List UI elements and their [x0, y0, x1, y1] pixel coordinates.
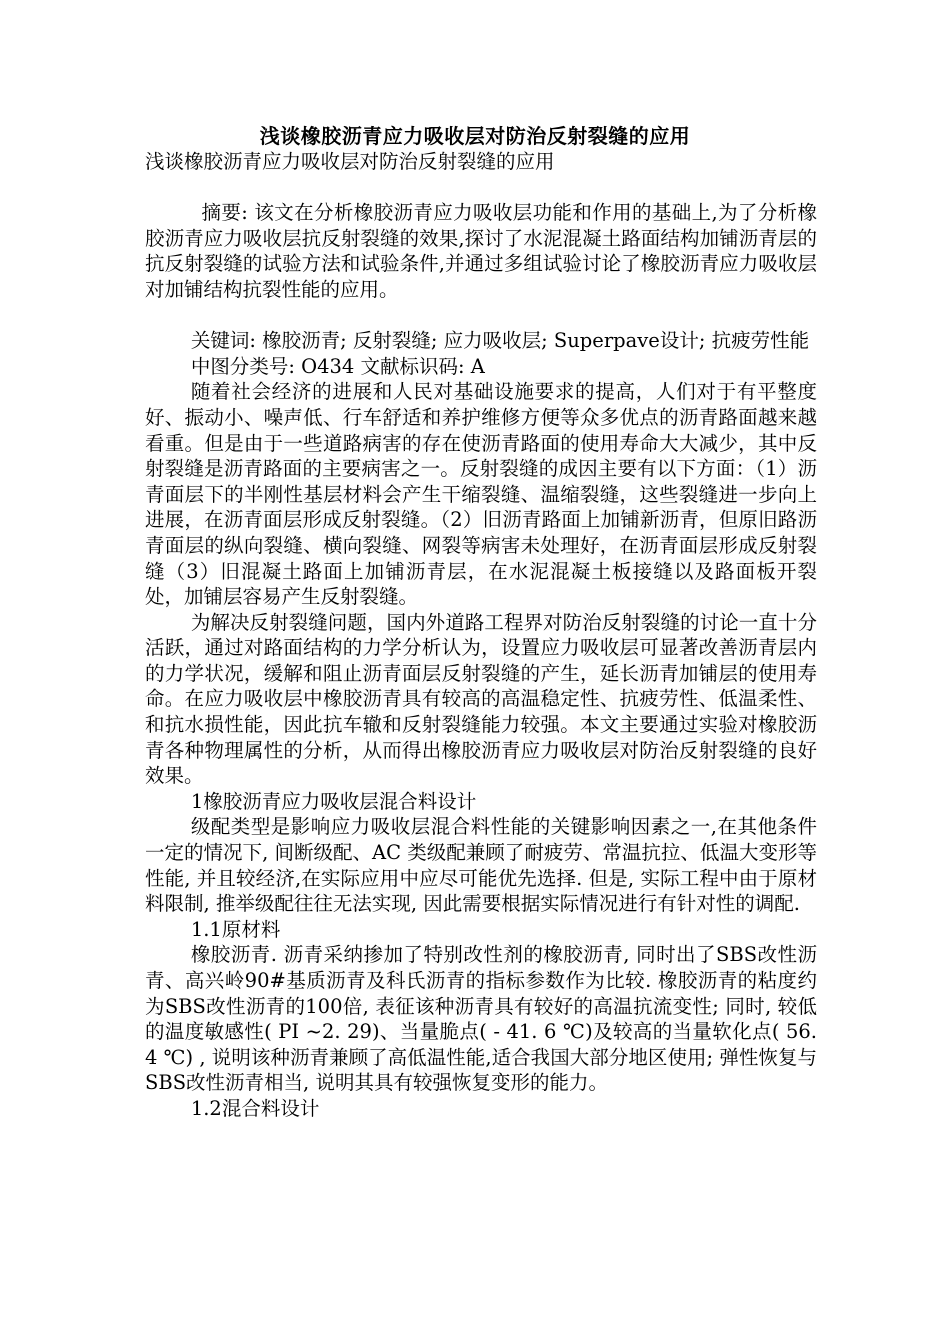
body-paragraph: 为解决反射裂缝问题，国内外道路工程界对防治反射裂缝的讨论一直十分活跃，通过对路面结构的力学分析认为，设置应力吸收层可显著改善沥青层内的力学状况，缓解和阻止沥青面层反射裂缝的产生，延长沥青加铺层的使用寿命。在应力吸收层中橡胶沥青具有较高的高温稳定性、抗疲劳性、低温柔性、和抗水损性能，因此抗车辙和反射裂缝能力较强。本文主要通过实验对橡胶沥青各种物理属性的分析，从而得出橡胶沥青应力吸收层对防治反射裂缝的良好效果。: [145, 610, 817, 788]
classification-line: 中图分类号: O434 文献标识码: A: [190, 354, 485, 378]
body-paragraph: 橡胶沥青. 沥青采纳掺加了特别改性剂的橡胶沥青, 同时出了SBS改性沥青、高兴岭90#基质沥青及科氏沥青的指标参数作为比较. 橡胶沥青的粘度约为SBS改性沥青的100倍, 表征该种沥青具有较好的高温抗流变性; 同时, 较低的温度敏感性( PI ~2. 29)、当量脆点( - 41. 6 ℃)及较高的当量软化点( 56. 4 ℃) , 说明该种沥青兼顾了高低温性能,适合我国大部分地区使用; 弹性恢复与SBS改性沥青相当, 说明其具有较强恢复变形的能力。: [145, 943, 817, 1095]
keywords-paragraph: 关键词: 橡胶沥青; 反射裂缝; 应力吸收层; Superpave设计; 抗疲劳性能: [190, 329, 810, 353]
document-body: [145, 149, 817, 1122]
subsection-heading: 1.2混合料设计: [190, 1096, 320, 1120]
abstract-paragraph: 摘要: 该文在分析橡胶沥青应力吸收层功能和作用的基础上,为了分析橡胶沥青应力吸收层抗反射裂缝的效果,探讨了水泥混凝土路面结构加铺沥青层的抗反射裂缝的试验方法和试验条件,并通过多组试验讨论了橡胶沥青应力吸收层对加铺结构抗裂性能的应用。: [145, 201, 817, 301]
document-subtitle: 浅谈橡胶沥青应力吸收层对防治反射裂缝的应用: [145, 150, 555, 173]
section-heading: 1橡胶沥青应力吸收层混合料设计: [190, 789, 477, 813]
blank-line: [145, 175, 817, 201]
body-paragraph: 随着社会经济的进展和人民对基础设施要求的提高，人们对于有平整度好、振动小、噪声低、行车舒适和养护维修方便等众多优点的沥青路面越来越看重。但是由于一些道路病害的存在使沥青路面的使用寿命大大减少，其中反射裂缝是沥青路面的主要病害之一。反射裂缝的成因主要有以下方面：（1）沥青面层下的半刚性基层材料会产生干缩裂缝、温缩裂缝，这些裂缝进一步向上进展，在沥青面层形成反射裂缝。（2）旧沥青路面上加铺新沥青，但原旧路沥青面层的纵向裂缝、横向裂缝、网裂等病害未处理好，在沥青面层形成反射裂缝（3）旧混凝土路面上加铺沥青层，在水泥混凝土板接缝以及路面板开裂处，加铺层容易产生反射裂缝。: [145, 380, 817, 609]
blank-line: [145, 303, 817, 329]
body-paragraph: 级配类型是影响应力吸收层混合料性能的关键影响因素之一,在其他条件一定的情况下, 间断级配、AC 类级配兼顾了耐疲劳、常温抗拉、低温大变形等性能, 并且较经济,在实际应用中应尽可能优先选择. 但是, 实际工程中由于原材料限制, 推举级配往往无法实现, 因此需要根据实际情况进行有针对性的调配.: [145, 815, 817, 916]
subsection-heading: 1.1原材料: [190, 917, 281, 941]
document-title: 浅谈橡胶沥青应力吸收层对防治反射裂缝的应用: [259, 124, 691, 148]
